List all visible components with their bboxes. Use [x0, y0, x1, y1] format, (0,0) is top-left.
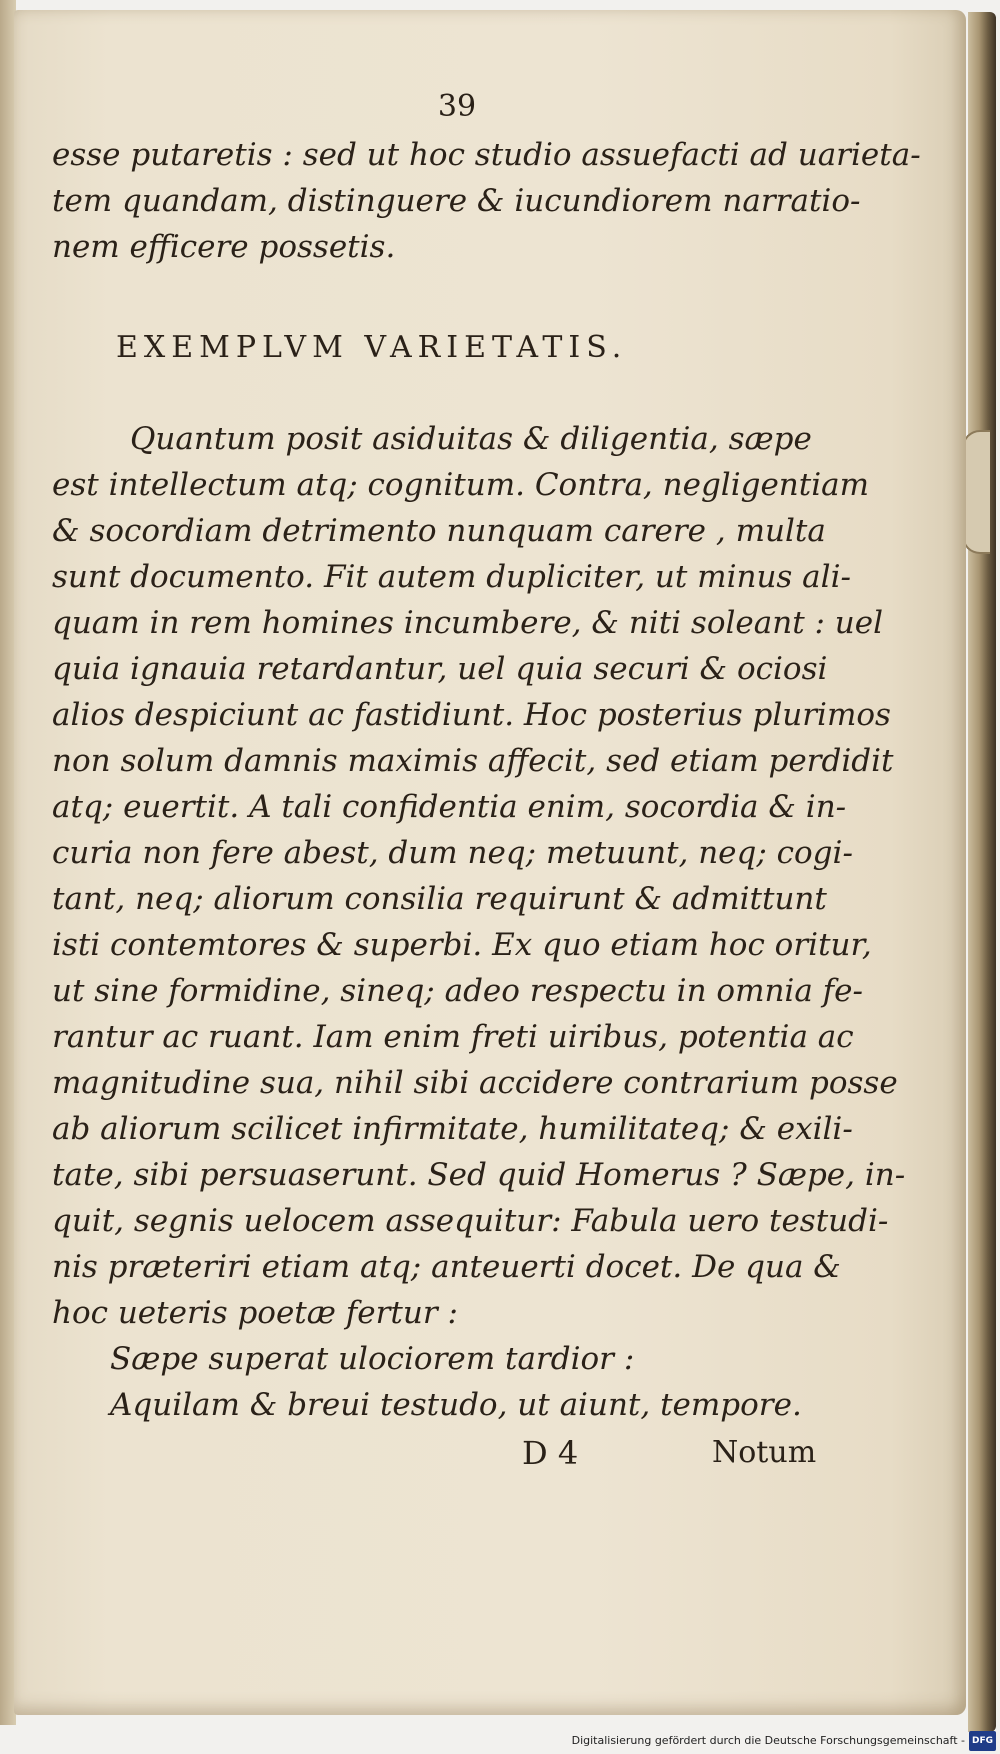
text-line: & socordiam detrimento nunquam carere , multa	[52, 513, 826, 549]
text-line: ab aliorum scilicet infirmitate, humilitateq; & exili-	[52, 1111, 853, 1147]
verse-line: Aquilam & breui testudo, ut aiunt, tempore.	[110, 1387, 802, 1423]
text-line: nem efficere possetis.	[52, 229, 396, 265]
credit-text: Digitalisierung gefördert durch die Deutsche Forschungsgemeinschaft -	[571, 1734, 965, 1747]
digitization-credit	[572, 1732, 996, 1750]
verse-line: Sæpe superat ulociorem tardior :	[110, 1341, 635, 1377]
text-line: ut sine formidine, sineq; adeo respectu in omnia fe-	[52, 973, 863, 1009]
text-line: quia ignauia retardantur, uel quia securi & ociosi	[52, 651, 828, 687]
text-line: Quantum posit asiduitas & diligentia, sæpe	[130, 421, 812, 457]
page-text	[52, 86, 921, 1478]
text-line: curia non fere abest, dum neq; metuunt, neq; cogi-	[52, 835, 853, 871]
section-heading: EXEMPLVM VARIETATIS.	[116, 330, 628, 365]
text-line: magnitudine sua, nihil sibi accidere contrarium posse	[52, 1065, 898, 1101]
text-line: atq; euertit. A tali confidentia enim, socordia & in-	[52, 789, 847, 825]
text-line: quam in rem homines incumbere, & niti soleant : uel	[52, 605, 884, 641]
text-line: quit, segnis uelocem assequitur: Fabula uero testudi-	[52, 1203, 889, 1239]
text-line: tate, sibi persuaserunt. Sed quid Homerus ? Sæpe, in-	[52, 1157, 906, 1193]
catchword: Notum	[712, 1435, 817, 1470]
text-line: isti contemtores & superbi. Ex quo etiam hoc oritur,	[52, 927, 872, 963]
text-line: sunt documento. Fit autem dupliciter, ut minus ali-	[52, 559, 851, 595]
signature-mark: D 4	[522, 1434, 579, 1472]
text-line: nis præteriri etiam atq; anteuerti docet. De qua &	[52, 1249, 841, 1285]
text-line: tem quandam, distinguere & iucundiorem narratio-	[52, 183, 861, 219]
text-line: alios despiciunt ac fastidiunt. Hoc posterius plurimos	[52, 697, 891, 733]
text-line: non solum damnis maximis affecit, sed etiam perdidit	[52, 743, 894, 779]
text-line: est intellectum atq; cognitum. Contra, negligentiam	[52, 467, 870, 503]
text-line: esse putaretis : sed ut hoc studio assuefacti ad uarieta-	[52, 137, 921, 173]
page-edges	[968, 12, 996, 1732]
text-line: hoc ueteris poetæ fertur :	[52, 1295, 458, 1331]
page-footer-marks	[52, 1428, 822, 1478]
text-line: rantur ac ruant. Iam enim freti uiribus, potentia ac	[52, 1019, 854, 1055]
page-edge-tab	[962, 430, 990, 554]
text-line: tant, neq; aliorum consilia requirunt & admittunt	[52, 881, 827, 917]
page-number: 39	[437, 89, 477, 124]
dfg-logo: DFG	[969, 1731, 996, 1751]
